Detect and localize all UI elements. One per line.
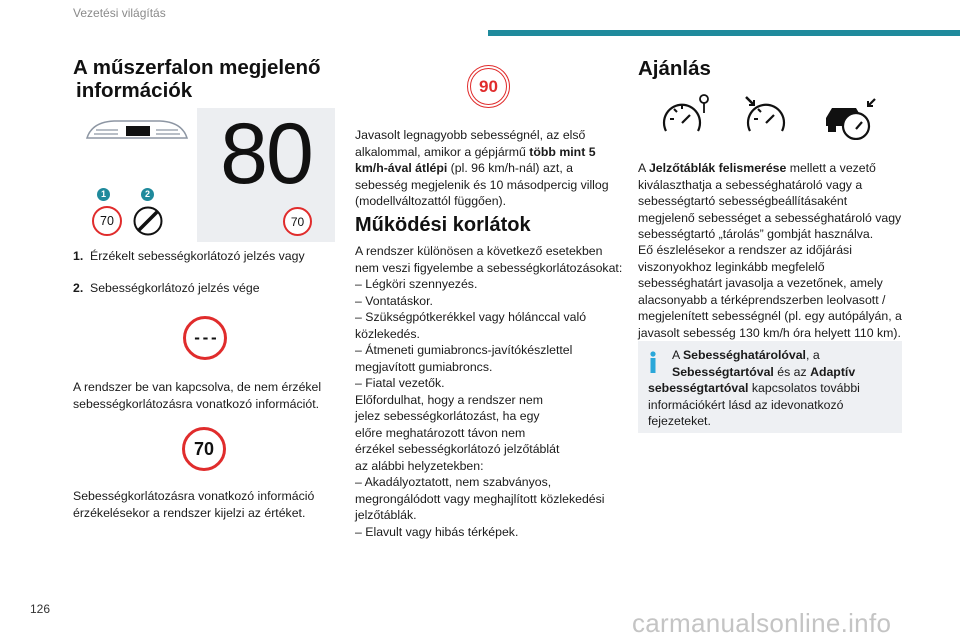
text-span: Javasolt legnagyobb sebességnél, az első alkalommal, amikor a gépjármű [355,128,586,159]
list-item-number: 1. [73,249,84,263]
cruise-control-icon [742,93,790,139]
heading-line-2: információk [76,79,193,102]
paragraph-no-info: A rendszer be van kapcsolva, de nem érzékel sebességkorlátozásra vonatkozó információt. [73,380,322,411]
limits-text-block [355,243,625,540]
watermark: carmanualsonline.info [632,608,892,638]
paragraph-recommendation [638,160,902,243]
badge-2: 2 [141,188,154,201]
heading-recommendation: Ajánlás [638,57,711,80]
heading-instrument-info [73,56,335,102]
column-instrument-info [73,56,335,102]
limits-line: – Elavult vagy hibás térképek. [355,524,519,539]
section-title: Vezetési világítás [73,6,166,20]
limits-line: Előfordulhat, hogy a rendszer nem jelez sebességkorlátozást, ha egy előre meghatározott távon nem érzékel sebességkorlátozó jelzőtáblát az alábbi helyzetekben: [355,392,560,473]
speed-sign-left: 70 [92,206,122,236]
badge-1: 1 [97,188,110,201]
list-item [73,280,335,298]
bold-span: Sebességtartóval [672,364,774,379]
bold-span: Sebességhatárolóval [682,348,806,362]
text-span: mellett a vezető kiválaszthatja a sebességhatároló vagy a sebességtartó sebességbeállításaként megjelenő sebességet a sebességhatároló vagy sebességtartó „tárolás” gombját használva. [638,161,902,241]
limits-line: – Légköri szennyezés. [355,277,478,291]
bold-span: több mint 5 km/h-ával átlépi [355,144,596,175]
list-item-text: Érzékelt sebességkorlátozó jelzés vagy [90,249,305,263]
paragraph-info-detected: Sebességkorlátozásra vonatkozó információ érzékelésekor a rendszer kijelzi az értéket. [73,489,315,520]
dashboard-icon [84,116,190,146]
list-item [73,248,335,282]
speed-sign-90-flashing: 90 [467,65,510,108]
bold-span: Jelzőtáblák felismerése [648,161,787,175]
text-span: A [638,161,649,175]
limits-line: – Vontatáskor. [355,293,433,308]
page-number: 126 [30,602,51,616]
text-span: és az [773,364,811,379]
limits-line: – Átmeneti gumiabroncs-javítókészlettel megjavított gumiabroncs. [355,343,573,374]
end-of-limit-sign-icon [133,206,163,236]
speed-limiter-icon [660,93,712,139]
list-item-text: Sebességkorlátozó jelzés vége [90,281,260,295]
adaptive-cruise-control-icon [822,96,878,140]
text-span: (pl. 96 km/h-nál) azt, a sebesség megjelenik és 10 másodpercig villog (modellváltozattól függően). [355,161,609,208]
no-info-sign: - - - [183,316,227,360]
heading-line-1: A műszerfalon megjelenő [73,56,321,79]
text-span: , a [805,348,820,362]
list-item-number: 2. [73,281,84,295]
text-span: A [672,348,683,362]
heading-operating-limits: Működési korlátok [355,214,531,236]
info-text [648,347,892,430]
paragraph-weather: Eő észlelésekor a rendszer az időjárási viszonyokhoz leginkább megfelelő sebességhatárt javasolja a vezetőnek, amely alacsonyabb a térképrendszerben leolvasott / megjelenített sebességnél (pl. egy autópályán, a javasolt sebesség 130 km/h óra helyett 110 km). [638,243,902,340]
limits-line: – Fiatal vezetők. [355,376,445,390]
header-accent-bar [488,30,960,36]
speed-sign-right: 70 [283,207,312,236]
info-box [638,341,902,433]
speed-display-value: 80 [220,106,312,202]
paragraph-recommended-speed [355,127,625,210]
text-span: kapcsolatos további információkért lásd az idevonatkozó fejezeteket. [648,381,860,428]
bold-span: Adaptív sebességtartóval [648,364,856,395]
limits-line: – Szükségpótkerékkel vagy hólánccal való közlekedés. [355,310,587,341]
limits-line: A rendszer különösen a következő esetekben nem veszi figyelembe a sebességkorlátozásokat: [355,244,623,275]
speed-sign-70: 70 [182,427,226,471]
limits-line: – Akadályoztatott, nem szabványos, megrongálódott vagy meghajlított közlekedési jelzőtáblák. [355,475,605,522]
